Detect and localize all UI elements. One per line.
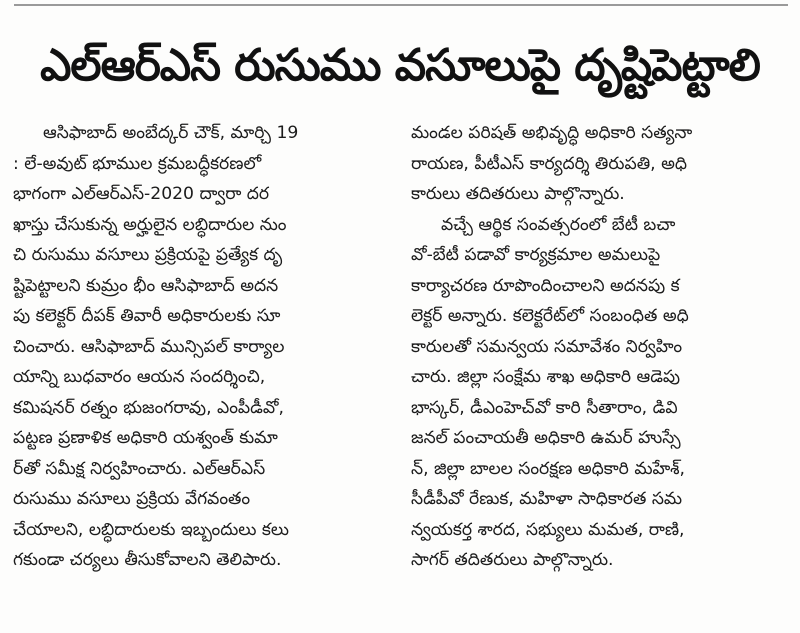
article-line: వో-బేటీ పడావో కార్యక్రమాల అమలుపై [411, 245, 661, 265]
article-line: : లే-అవుట్ భూముల క్రమబద్ధీకరణలో [13, 153, 262, 174]
article-line: సీడీపీవో రేణుక, మహిళా సాధికారత సమ [411, 489, 683, 509]
article-line: యాన్ని బుధవారం ఆయన సందర్శించి, [13, 367, 266, 387]
article-line: ఆసిఫాబాద్ అంబేద్కర్ చౌక్, మార్చి 19 [43, 123, 299, 143]
article-line: జనల్ పంచాయతీ అధికారి ఉమర్ హుస్సే [411, 428, 681, 448]
headline: ఎల్‌ఆర్‌ఎస్ రుసుము వసూలుపై దృష్టిపెట్టాలి [40, 40, 760, 91]
article-line: కమిషనర్ రత్నం భుజంగరావు, ఎంపీడీవో, [13, 397, 284, 418]
article-line: పట్టణ ప్రణాళిక అధికారి యశ్వంత్ కుమా [13, 428, 278, 448]
article-line: కారులతో సమన్వయ సమావేశం నిర్వహిం [411, 336, 683, 357]
article-line: భాగంగా ఎల్‌ఆర్‌ఎస్-2020 ద్వారా దర [13, 184, 270, 204]
article-line: సాగర్ తదితరులు పాల్గొన్నారు. [411, 550, 614, 570]
article-line: ష్టిపెట్టాలని కుమ్రం భీం ఆసిఫాబాద్ అదన [13, 275, 279, 296]
article-line: న్, జిల్లా బాలల సంరక్షణ అధికారి మహేశ్, [411, 458, 686, 479]
article-line: రాయణ, పీటీఎస్ కార్యదర్శి తిరుపతి, అధి [411, 153, 687, 174]
article-line: కారులు తదితరులు పాల్గొన్నారు. [411, 184, 625, 204]
article-line: రుసుము వసూలు ప్రక్రియ వేగవంతం [13, 489, 251, 509]
article-line: ర్‌తో సమీక్ష నిర్వహించారు. ఎల్‌ఆర్‌ఎస్ [13, 458, 266, 479]
article-line: ఖాస్తు చేసుకున్న అర్హులైన లబ్ధిదారుల నుం [13, 214, 287, 235]
article-line: చారు. జిల్లా సంక్షేమ శాఖ అధికారి ఆడెపు [411, 367, 681, 387]
article-line: కార్యాచరణ రూపొందించాలని అదనపు క [411, 275, 680, 296]
article-line: లెక్టర్ అన్నారు. కలెక్టరేట్‌లో సంబంధిత అధి [411, 306, 689, 326]
article-line: భాస్కర్, డీఎంహెచ్‌వో కారి సీతారాం, డివి [411, 397, 678, 418]
article-line: చించారు. ఆసిఫాబాద్ మున్సిపల్ కార్యాల [13, 336, 285, 357]
article-column-right [411, 118, 783, 576]
article-column-left [13, 118, 385, 576]
article-line: చి రుసుము వసూలు ప్రక్రియపై ప్రత్యేక దృ [13, 245, 283, 265]
article-line: చేయాలని, లబ్ధిదారులకు ఇబ్బందులు కలు [13, 519, 289, 540]
article-line: వచ్చే ఆర్థిక సంవత్సరంలో బేటీ బచా [441, 214, 676, 235]
article-line: న్వయకర్త శారద, సభ్యులు మమత, రాణి, [411, 519, 685, 540]
article-line: గకుండా చర్యలు తీసుకోవాలని తెలిపారు. [13, 550, 282, 570]
top-divider [14, 4, 788, 6]
article-line: మండల పరిషత్ అభివృద్ధి అధికారి సత్యనా [411, 123, 693, 143]
article-line: పు కలెక్టర్ దీపక్ తివారీ అధికారులకు సూ [13, 306, 281, 326]
